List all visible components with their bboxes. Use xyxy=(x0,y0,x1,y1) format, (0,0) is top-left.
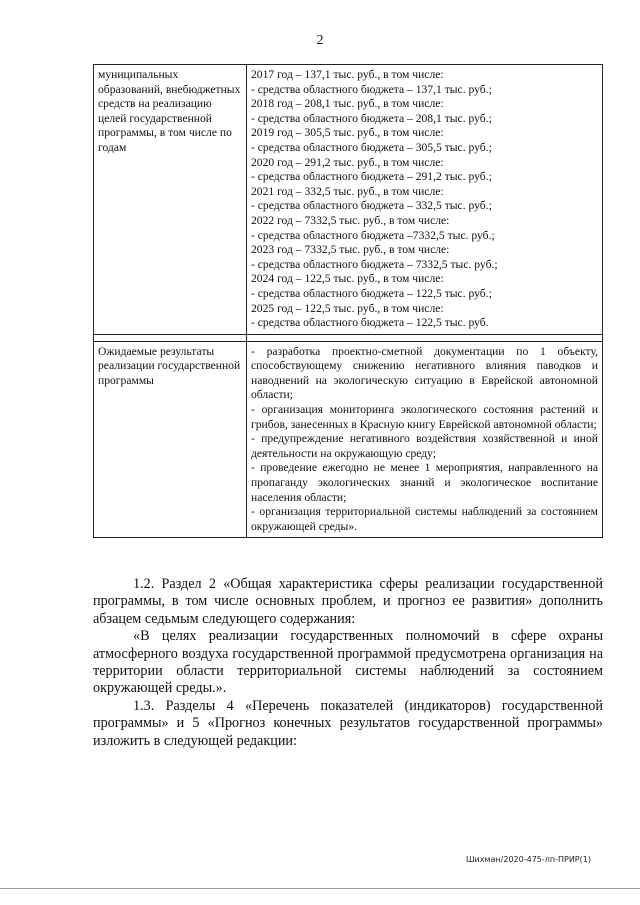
paragraph-quote: «В целях реализации государственных полномочий в сфере охраны атмосферного воздуха государственной программой предусмотрена организация на территории области территориальной системы наблюдений за состоянием окружающей среды.». xyxy=(93,628,603,697)
paragraph-1-2: 1.2. Раздел 2 «Общая характеристика сферы реализации государственной программы, в том числе основных проблем, и прогноз ее развития» дополнить абзацем седьмым следующего содержания: xyxy=(93,576,603,627)
document-body xyxy=(93,576,603,750)
funding-content-cell xyxy=(247,65,603,335)
funding-label-cell xyxy=(94,65,247,335)
funding-line: 2019 год – 305,5 тыс. руб., в том числе: xyxy=(251,126,444,140)
table-row-funding xyxy=(94,65,603,335)
funding-line: 2025 год – 122,5 тыс. руб., в том числе: xyxy=(251,301,444,315)
funding-line: 2022 год – 7332,5 тыс. руб., в том числе: xyxy=(251,213,450,227)
footer-divider xyxy=(0,888,640,889)
funding-line: - средства областного бюджета – 291,2 тыс. руб.; xyxy=(251,170,492,184)
funding-line: - средства областного бюджета – 137,1 тыс. руб.; xyxy=(251,82,492,96)
funding-line: 2018 год – 208,1 тыс. руб., в том числе: xyxy=(251,97,444,111)
program-passport-table xyxy=(93,64,603,538)
results-label-cell xyxy=(94,341,247,538)
results-content-cell xyxy=(247,341,603,538)
funding-line: 2023 год – 7332,5 тыс. руб., в том числе: xyxy=(251,243,450,257)
results-label: Ожидаемые результаты реализации государственной программы xyxy=(98,344,241,387)
funding-line: - средства областного бюджета – 122,5 тыс. руб.; xyxy=(251,286,492,300)
funding-line: 2020 год – 291,2 тыс. руб., в том числе: xyxy=(251,155,444,169)
funding-line: 2021 год – 332,5 тыс. руб., в том числе: xyxy=(251,184,444,198)
results-item: - организация мониторинга экологического состояния растений и грибов, занесенных в Красную книгу Еврейской автономной области; xyxy=(251,403,598,431)
page-number: 2 xyxy=(316,33,324,48)
results-item: - проведение ежегодно не менее 1 мероприятия, направленного на пропаганду экологических знаний и экологическое воспитание населения области; xyxy=(251,461,598,504)
funding-line: - средства областного бюджета –7332,5 тыс. руб.; xyxy=(251,228,495,242)
paragraph-1-3: 1.3. Разделы 4 «Перечень показателей (индикаторов) государственной программы» и 5 «Прогноз конечных результатов государственной программы» изложить в следующей редакции: xyxy=(93,697,603,749)
funding-line: 2017 год – 137,1 тыс. руб., в том числе: xyxy=(251,68,444,81)
results-item: - разработка проектно-сметной документации по 1 объекту, способствующему снижению негативного влияния паводков и наводнений на экологическую ситуацию в Еврейской автономной области; xyxy=(251,344,598,402)
document-code: Шихман/2020-475-лп-ПРИР(1) xyxy=(466,855,591,864)
table-row-spacer xyxy=(94,334,603,341)
funding-line: - средства областного бюджета – 208,1 тыс. руб.; xyxy=(251,111,492,125)
funding-line: 2024 год – 122,5 тыс. руб., в том числе: xyxy=(251,272,444,286)
funding-line: - средства областного бюджета – 7332,5 тыс. руб.; xyxy=(251,257,498,271)
funding-line: - средства областного бюджета – 122,5 тыс. руб. xyxy=(251,316,489,330)
results-item: - организация территориальной системы наблюдений за состоянием окружающей среды». xyxy=(251,505,598,533)
funding-label: муниципальных образований, внебюджетных средств на реализацию целей государственной программы, в том числе по годам xyxy=(98,68,241,154)
results-item: - предупреждение негативного воздействия хозяйственной и иной деятельности на окружающую среду; xyxy=(251,432,598,460)
funding-line: - средства областного бюджета – 332,5 тыс. руб.; xyxy=(251,199,492,213)
funding-line: - средства областного бюджета – 305,5 тыс. руб.; xyxy=(251,140,492,154)
table-row-expected-results xyxy=(94,341,603,538)
